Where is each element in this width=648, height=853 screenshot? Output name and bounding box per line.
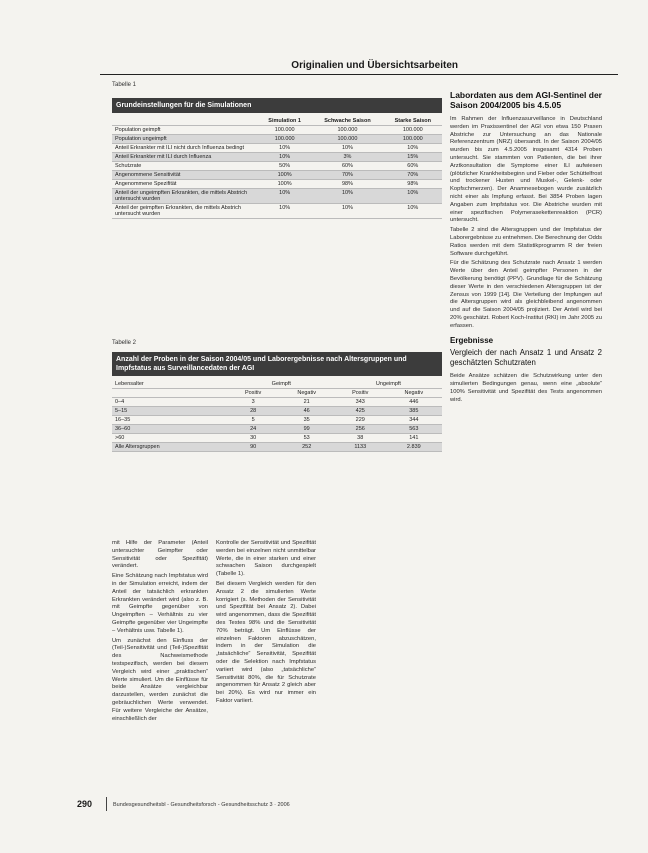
table-cell: Anteil Erkrankter mit ILI durch Influenza — [112, 153, 258, 162]
table-cell: 21 — [279, 398, 335, 407]
table-row — [112, 180, 442, 189]
table-cell: 35 — [279, 416, 335, 425]
table-row — [112, 153, 442, 162]
table-cell: Anteil Erkrankter mit ILI nicht durch Influenza bedingt — [112, 144, 258, 153]
table-cell: 50% — [258, 162, 311, 171]
table-cell: 10% — [311, 204, 383, 219]
middle-column — [216, 540, 316, 706]
table-cell: Angenommene Spezifität — [112, 180, 258, 189]
table-row — [112, 204, 442, 219]
table2-sub-header — [112, 389, 228, 398]
table-cell: 98% — [384, 180, 442, 189]
table-cell: Anteil der geimpften Erkrankten, die mittels Abstrich untersucht wurden — [112, 204, 258, 219]
table1-title: Grundeinstellungen für die Simulationen — [112, 98, 442, 113]
table-cell: 10% — [384, 144, 442, 153]
table2-sub-header: Positiv — [228, 389, 279, 398]
table-cell: 3 — [228, 398, 279, 407]
table-cell: 10% — [384, 204, 442, 219]
table-cell: 100.000 — [311, 126, 383, 135]
table1-col-header: Schwache Saison — [311, 117, 383, 126]
subsection-heading: Vergleich der nach Ansatz 1 und Ansatz 2 geschätzten Schutzraten — [450, 348, 602, 367]
left-column — [112, 540, 208, 723]
table2 — [112, 380, 442, 452]
running-header: Originalien und Übersichtsarbeiten — [291, 60, 458, 71]
table-cell: 446 — [386, 398, 442, 407]
table-row — [112, 416, 442, 425]
table-cell: 100.000 — [384, 135, 442, 144]
table2-sub-header: Negativ — [386, 389, 442, 398]
table-cell: 5 — [228, 416, 279, 425]
table2-group-header: Geimpft — [228, 380, 335, 389]
right-column — [450, 90, 602, 405]
table-cell: 229 — [335, 416, 386, 425]
table-cell: Population ungeimpft — [112, 135, 258, 144]
table-cell: 30 — [228, 434, 279, 443]
paragraph: Eine Schätzung nach Impfstatus wird in der Simulation erreicht, indem der Anteil der tatsächlich erkrankten Erkrankten verändert wird (also z. B. mit Geimpfte gegenüber von Ungeimpften – Verhältnis zu vier Geimpfte gegenüber vier Ungeimpfte – Verhältnis usw. Tabelle 1). — [112, 573, 208, 634]
table-cell: Population geimpft — [112, 126, 258, 135]
table-cell: 10% — [384, 189, 442, 204]
table-cell: 344 — [386, 416, 442, 425]
table-row — [112, 434, 442, 443]
table1-label: Tabelle 1 — [112, 82, 137, 88]
table-row — [112, 126, 442, 135]
page-number: 290 — [77, 799, 93, 809]
table-cell: 46 — [279, 407, 335, 416]
table-row — [112, 135, 442, 144]
table-cell: 385 — [386, 407, 442, 416]
footer-divider — [106, 797, 107, 811]
table-cell: 0–4 — [112, 398, 228, 407]
table-cell: 15% — [384, 153, 442, 162]
table1-col-header — [112, 117, 258, 126]
paragraph: Bei diesem Vergleich werden für den Ansatz 2 die simulierten Werte korrigiert (s. Methoden der Sensitivität und Spezifität bei Ansatz 2). Dabei wird angenommen, dass die Spezifität des Testes 98% und die Sensitivität 70% beträgt. Um Einflüsse der einzelnen Faktoren abzuschätzen, indem in der Simulation die „tatsächliche“ Sensitivität, Spezifität oder die Selektion nach Impfstatus variiert wird (also „tatsächliche“ Sensitivität 80%, die für Schutzrate angenommen für Ansatz 2 gleich aber bei 20%). Es wird nur immer ein Faktor variiert. — [216, 580, 316, 704]
section-heading: Labordaten aus dem AGI-Sentinel der Saison 2004/2005 bis 4.5.05 — [450, 90, 602, 110]
table-cell: 100% — [258, 171, 311, 180]
section-heading: Ergebnisse — [450, 335, 494, 345]
table-cell: 90 — [228, 443, 279, 452]
table-cell: 36–60 — [112, 425, 228, 434]
paragraph: Um zunächst den Einfluss der (Teil-)Sensitivität und (Teil-)Spezifität des Nachweismethode testspezifisch, werden bei diesem Vergleich wird einer „praktischen“ Werte simuliert. Um die Einflüsse für beide Ansätze vergleichbar darzustellen, werden zunächst die gebräuchlichen Werte verwendet. Für weitere Vergleiche der Ansätze, einschließlich der — [112, 637, 208, 722]
table-cell: 2.839 — [386, 443, 442, 452]
table2-group-header: Lebensalter — [112, 380, 228, 389]
table-cell: Schutzrate — [112, 162, 258, 171]
table-cell: 256 — [335, 425, 386, 434]
table2-sub-header: Positiv — [335, 389, 386, 398]
table-cell: 53 — [279, 434, 335, 443]
table-cell: 16–35 — [112, 416, 228, 425]
table-cell: 100.000 — [384, 126, 442, 135]
paragraph: Für die Schätzung des Schutzrate nach Ansatz 1 werden Werte über den Anteil geimpfter Personen in der Bevölkerung benötigt (PPV). Grundlage für die Schätzung dieser Werte in den verschiedenen Altersgruppen ist der Zensus von 1999 [14]. Die Verteilung der Impfungen auf die Altersgruppen wird als gleichbleibend angenommen und auf die Saison 2004/05 projiziert. Der Anteil wird bei 20% geschätzt. Robert Koch-Institut (RKI) im Jahr 2005 zu erfassen. — [450, 260, 602, 329]
table-row — [112, 162, 442, 171]
table-cell: >60 — [112, 434, 228, 443]
table1-col-header: Starke Saison — [384, 117, 442, 126]
table-cell: 24 — [228, 425, 279, 434]
table-cell: 252 — [279, 443, 335, 452]
table-cell: Alle Altersgruppen — [112, 443, 228, 452]
table-cell: 343 — [335, 398, 386, 407]
table-cell: 60% — [384, 162, 442, 171]
table-cell: 141 — [386, 434, 442, 443]
table-cell: 10% — [258, 204, 311, 219]
table2-label: Tabelle 2 — [112, 340, 137, 346]
table-cell: 98% — [311, 180, 383, 189]
paragraph: Beide Ansätze schätzen die Schutzwirkung unter den simulierten Bedingungen genau, wenn eine „absolute“ 100% Sensitivität und Spezifität des Tests angenommen wird. — [450, 373, 602, 403]
header-rule — [100, 74, 618, 75]
table-cell: 70% — [384, 171, 442, 180]
table-cell: 38 — [335, 434, 386, 443]
table2-title: Anzahl der Proben in der Saison 2004/05 und Laborergebnisse nach Altersgruppen und Impfstatus aus Surveillancedaten der AGI — [112, 352, 442, 376]
table-cell: Angenommene Sensitivität — [112, 171, 258, 180]
footer-citation: Bundesgesundheitsbl - Gesundheitsforsch - Gesundheitsschutz 3 · 2006 — [113, 802, 290, 808]
table-cell: 425 — [335, 407, 386, 416]
table-row — [112, 443, 442, 452]
table-cell: 10% — [311, 189, 383, 204]
table-cell: 5–15 — [112, 407, 228, 416]
table-cell: 60% — [311, 162, 383, 171]
table-row — [112, 407, 442, 416]
table-cell: 100.000 — [258, 126, 311, 135]
table-row — [112, 189, 442, 204]
table-row — [112, 144, 442, 153]
table-cell: 100.000 — [311, 135, 383, 144]
paragraph: Tabelle 2 sind die Altersgruppen und der Impfstatus der Laborergebnisse zu entnehmen. Die Berechnung der Odds Ratios werden mit dem Statistikprogramm R der freien Software durchgeführt. — [450, 227, 602, 257]
table-cell: 28 — [228, 407, 279, 416]
table1 — [112, 117, 442, 219]
table-cell: 10% — [258, 189, 311, 204]
paragraph: Kontrolle der Sensitivität und Spezifität werden bei einzelnen nicht unmittelbar Werte, die in einer starken und einer schwachen Saison durchgespielt (Tabelle 1). — [216, 540, 316, 578]
table-cell: 99 — [279, 425, 335, 434]
table-cell: 563 — [386, 425, 442, 434]
table-cell: 100.000 — [258, 135, 311, 144]
table1-col-header: Simulation 1 — [258, 117, 311, 126]
table-cell: 100% — [258, 180, 311, 189]
table-cell: 10% — [258, 144, 311, 153]
table-cell: 10% — [258, 153, 311, 162]
table-row — [112, 398, 442, 407]
table-row — [112, 425, 442, 434]
table-row — [112, 171, 442, 180]
table2-group-header: Ungeimpft — [335, 380, 442, 389]
table-cell: 1133 — [335, 443, 386, 452]
table2-sub-header: Negativ — [279, 389, 335, 398]
table-cell: 10% — [311, 144, 383, 153]
table-cell: 3% — [311, 153, 383, 162]
paragraph: Im Rahmen der Influenzasurveillance in Deutschland werden im Praxissentinel der AGI von etwa 150 Praxen Abstriche zur Untersuchung an das Nationale Referenzzentrum (NRZ) übersandt. In der Saison 2004/05 wurden bis zum 4.5.2005 insgesamt 4314 Proben untersucht. Sie stammten von Patienten, die bei ihrer Arztkonsultation die Symptome einer ILI aufwiesen (plötzlicher Krankheitsbeginn und Fieber oder Schüttelfrost und trockener Husten und Muskel-, Gelenk- oder Kopfschmerzen). Der Anamnesebogen wurde zusätzlich nicht einer als Impfung erfasst. Bei 3854 Proben lagen Angaben zum Impfstatus vor. Die Abstriche wurden mit einer spezifischen Polymerasekettenreaktion (PCR) untersucht. — [450, 116, 602, 224]
table-cell: 70% — [311, 171, 383, 180]
table-cell: Anteil der ungeimpften Erkrankten, die mittels Abstrich untersucht wurden — [112, 189, 258, 204]
paragraph: mit Hilfe der Parameter (Anteil untersuchter Geimpfter oder Sensitivität oder Spezifität) verändert. — [112, 540, 208, 570]
